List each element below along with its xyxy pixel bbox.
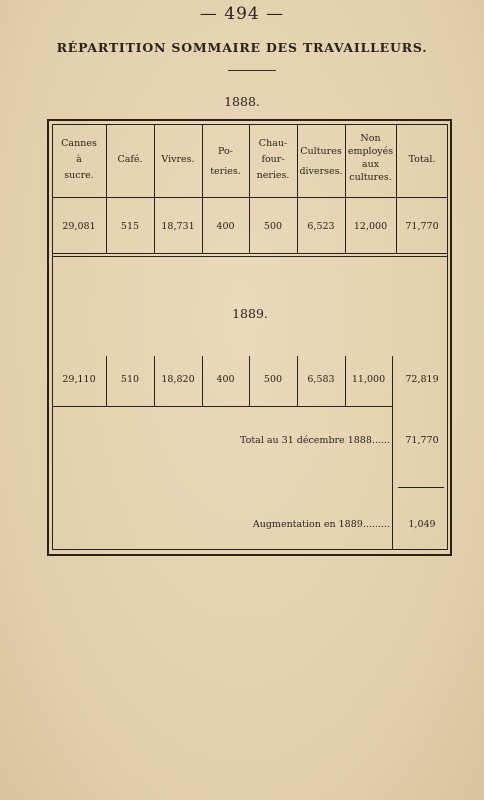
value-1889-vivres: 18,820 [161, 374, 195, 385]
total-label: Total au 31 décembre 1888...... [240, 435, 390, 446]
value-1889-cannes: 29,110 [62, 374, 96, 385]
col-divider [154, 124, 155, 254]
header-non-employes: Non employés aux cultures. [347, 133, 394, 183]
header-total: Total. [408, 154, 436, 165]
value-1888-total: 71,770 [405, 221, 439, 232]
value-1888-cannes: 29,081 [62, 221, 96, 232]
total-rule [398, 487, 444, 488]
year-heading-1888: 1888. [224, 94, 260, 109]
table-inner-frame [52, 124, 448, 550]
page-title: RÉPARTITION SOMMAIRE DES TRAVAILLEURS. [56, 40, 428, 55]
value-1888-poteries: 400 [216, 221, 235, 232]
value-1888-cultures: 6,523 [307, 221, 335, 232]
header-chaufourneries: Chau- four- neries. [256, 138, 290, 181]
total-value: 71,770 [405, 435, 439, 446]
header-cafe: Café. [117, 154, 143, 165]
increase-label: Augmentation en 1889......... [252, 519, 390, 530]
header-poteries: Po- teries. [210, 146, 241, 177]
value-1888-cafe: 515 [120, 221, 140, 232]
value-1888-vivres: 18,731 [161, 221, 195, 232]
value-1889-total: 72,819 [405, 374, 439, 385]
value-1889-cultures: 6,583 [307, 374, 335, 385]
value-1888-chaufourneries: 500 [263, 221, 283, 232]
header-rule [52, 197, 448, 198]
value-1889-poteries: 400 [216, 374, 235, 385]
value-1889-cafe: 510 [120, 374, 140, 385]
year-heading-1889: 1889. [232, 306, 268, 321]
header-cultures-diverses: Cultures diverses. [299, 146, 343, 177]
section-rule [52, 253, 448, 254]
title-rule [228, 70, 276, 71]
col-divider [392, 356, 393, 550]
section-rule [52, 256, 448, 257]
header-cannes: Cannes à sucre. [61, 138, 97, 181]
row-rule [52, 406, 392, 407]
increase-value: 1,049 [408, 519, 436, 530]
page-number: — 494 — [199, 4, 285, 24]
col-divider [396, 124, 397, 254]
col-divider [106, 124, 107, 254]
value-1889-non-employes: 11,000 [351, 374, 386, 385]
value-1888-non-employes: 12,000 [353, 221, 388, 232]
header-vivres: Vivres. [161, 154, 195, 165]
value-1889-chaufourneries: 500 [263, 374, 283, 385]
